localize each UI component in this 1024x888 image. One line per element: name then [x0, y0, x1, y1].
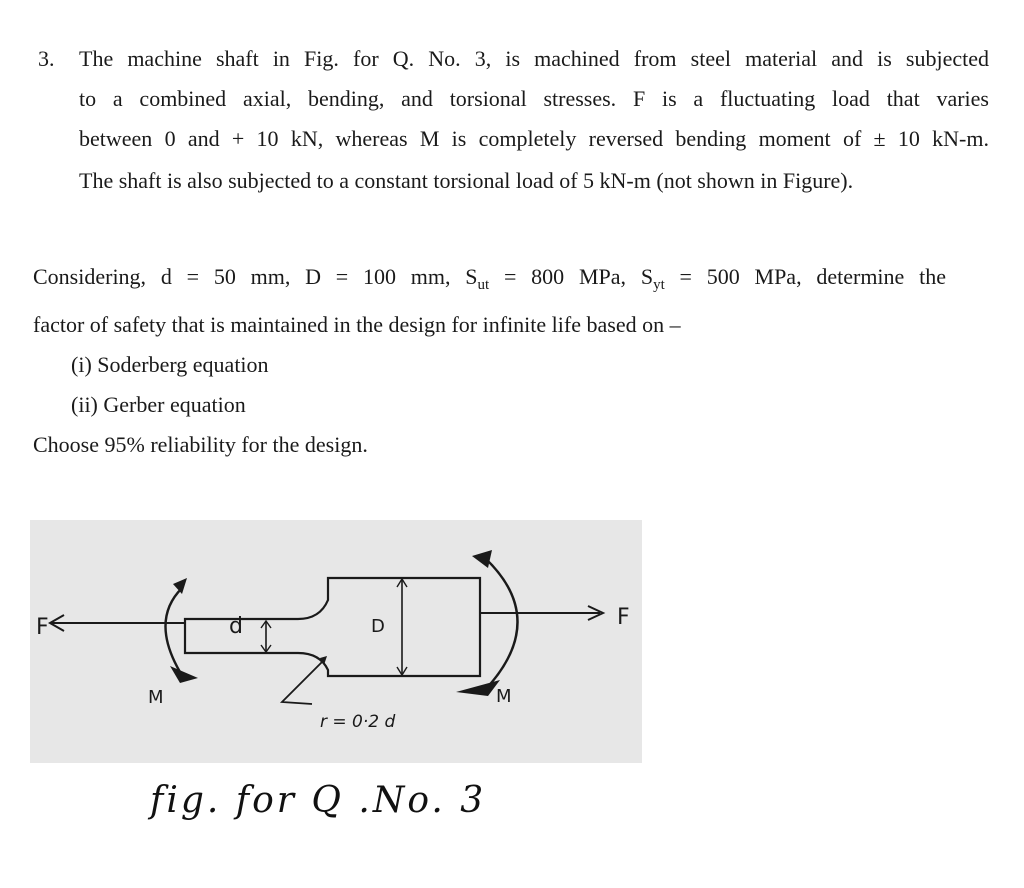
right-moment-arrowhead-bottom — [456, 680, 500, 696]
considering-text-a: Considering, d = 50 mm, D = 100 mm, S — [33, 264, 478, 289]
considering-text-c: = 500 MPa, determine the — [664, 264, 946, 289]
list-item-soderberg: (i) Soderberg equation — [71, 352, 269, 377]
question-number: 3. — [38, 46, 55, 71]
label-f-left: F — [36, 615, 49, 640]
label-radius: r = 0·2 d — [320, 712, 396, 732]
label-d: d — [229, 614, 243, 639]
label-f-right: F — [617, 605, 630, 630]
figure-caption: fig. for Q .No. 3 — [150, 780, 487, 821]
label-m-right: M — [496, 686, 512, 707]
question-line-2: to a combined axial, bending, and torsional stresses. F is a fluctuating load that varies — [79, 86, 989, 111]
question-line-1: The machine shaft in Fig. for Q. No. 3, is machined from steel material and is subjected — [79, 46, 989, 71]
reliability-line: Choose 95% reliability for the design. — [33, 432, 368, 457]
label-D: D — [371, 616, 385, 637]
label-m-left: M — [148, 687, 164, 708]
shaft-figure — [30, 520, 642, 763]
considering-text-b: = 800 MPa, S — [489, 264, 654, 289]
syt-subscript: yt — [653, 277, 665, 293]
shaft-drawing — [30, 520, 642, 763]
radius-leader — [282, 660, 324, 704]
factor-of-safety-line: factor of safety that is maintained in the design for infinite life based on – — [33, 312, 681, 337]
left-moment-arrowhead-bottom — [170, 666, 198, 683]
question-line-3: between 0 and + 10 kN, whereas M is completely reversed bending moment of ± 10 kN-m. — [79, 126, 989, 151]
left-moment-arc — [165, 588, 182, 672]
right-moment-arc — [485, 558, 518, 690]
question-line-4: The shaft is also subjected to a constant torsional load of 5 kN-m (not shown in Figure). — [79, 168, 854, 193]
list-item-gerber: (ii) Gerber equation — [71, 392, 246, 417]
right-moment-arrowhead-top — [472, 550, 492, 568]
left-moment-arrowhead-top — [173, 578, 187, 594]
considering-line — [33, 262, 946, 300]
sut-subscript: ut — [477, 277, 490, 293]
